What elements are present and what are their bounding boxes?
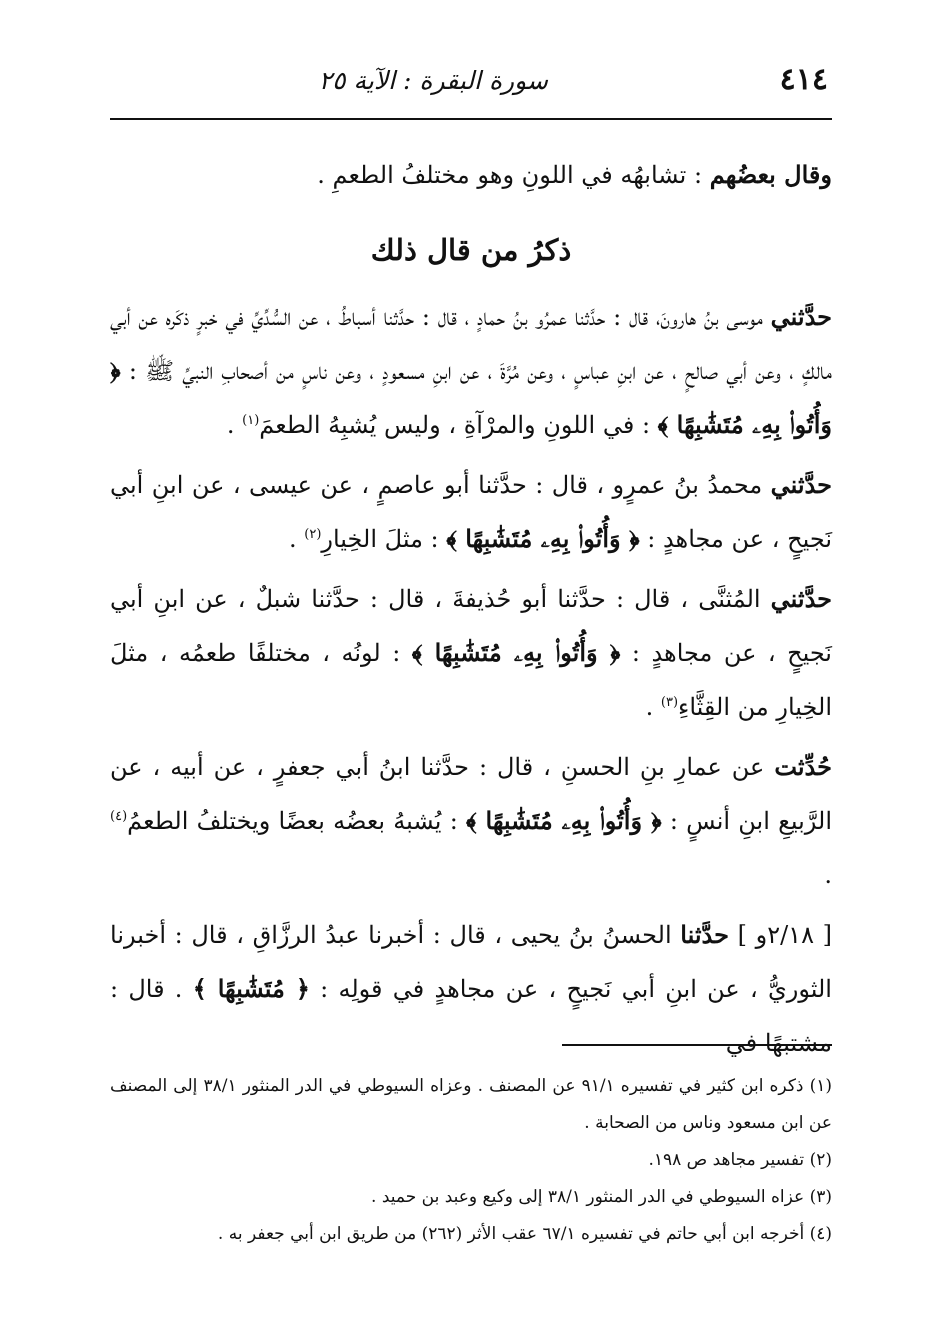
hadith-paragraph (110, 458, 832, 566)
header-rule (110, 118, 832, 120)
isnad-text: المُثنَّى ، قال : حدَّثنا أبو حُذيفةَ ، قال : حدَّثنا شبلٌ ، عن ابنِ أبي نَجيحٍ ، عن مجاهدٍ : (110, 585, 832, 667)
running-title: سورة البقرة : الآية ٢٥ (318, 66, 548, 95)
page-number: ٤١٤ (779, 62, 828, 97)
footnote: (١) ذكره ابن كثير في تفسيره ٩١/١ عن المصنف . وعزاه السيوطي في الدر المنثور ٣٨/١ إلى المصنف عن ابن مسعود وناس من الصحابة . (110, 1076, 832, 1133)
quran-quote: ﴿ مُتَشَٰبِهًا ﴾ (192, 974, 310, 1003)
hadith-paragraph (110, 740, 832, 902)
sentence-end: . (226, 411, 235, 439)
opening-paragraph (110, 148, 832, 202)
sentence-end: . (288, 525, 297, 553)
commentary-text: : لونُه ، مختلفًا طعمُه ، مثلَ الخِيارِ من القِثَّاءِ (110, 639, 832, 721)
section-heading: ذكرُ من قال ذلك (370, 233, 572, 267)
isnad-text: محمدُ بنُ عمرٍو ، قال : حدَّثنا أبو عاصمٍ ، عن عيسى ، عن ابنِ أبي نَجيحٍ ، عن مجاهدٍ : (110, 471, 832, 553)
footnote: (٣) عزاه السيوطي في الدر المنثور ٣٨/١ إلى وكيع وعبد بن حميد . (371, 1187, 832, 1207)
commentary-text: : يُشبهُ بعضُه بعضًا ويختلفُ الطعمُ (127, 807, 458, 835)
narration-lead: حدَّثني (770, 470, 832, 499)
footnote-marker: (٣) (660, 695, 679, 710)
isnad-text: عن عمارِ بنِ الحسنِ ، قال : حدَّثنا ابنُ أبي جعفرٍ ، عن أبيه ، عن الرَّبيعِ ابنِ أنسٍ : (110, 753, 833, 835)
quran-quote: ﴿ وَأُتُوا۟ بِهِۦ مُتَشَٰبِهًا ﴾ (446, 524, 640, 553)
commentary-text: . قال : مشتبهًا في (110, 975, 832, 1057)
footnotes (110, 1068, 832, 1253)
quran-quote: ﴿ وَأُتُوا۟ بِهِۦ مُتَشَٰبِهًا ﴾ (466, 806, 662, 835)
narration-lead: حُدِّثت (774, 752, 832, 781)
narration-lead: حدَّثني (770, 584, 832, 613)
sentence-end: . (824, 861, 832, 889)
footnote-marker: (١) (242, 413, 260, 428)
sentence-end: . (645, 693, 654, 721)
narration-lead: حدَّثنا (680, 920, 729, 949)
page-header (112, 62, 828, 106)
opening-lead: وقال بعضُهم (709, 160, 832, 189)
narration-lead: حدَّثني (770, 302, 832, 331)
footnote-marker: (٢) (304, 527, 322, 542)
footnote: (٤) أخرجه ابن أبي حاتم في تفسيره ٦٧/١ عقب الأثر (٢٦٢) من طريق ابن أبي جعفر به . (217, 1224, 832, 1244)
opening-text: : تشابهُه في اللونِ وهو مختلفُ الطعمِ . (317, 161, 703, 189)
hadith-paragraph (110, 572, 832, 734)
footnote: (٢) تفسير مجاهد ص ١٩٨. (648, 1150, 832, 1170)
main-text (110, 148, 832, 1076)
quran-quote: ﴿ وَأُتُوا۟ بِهِۦ مُتَشَٰبِهًا ﴾ (411, 638, 621, 667)
commentary-text: : في اللونِ والمرْآةِ ، وليس يُشبِهُ الطعمَ (259, 411, 651, 439)
quran-quote: ﴿ وَأُتُوا۟ بِهِۦ مُتَشَٰبِهًا ﴾ (110, 356, 832, 439)
commentary-text: : مثلَ الخِيارِ (321, 525, 439, 553)
isnad-text: موسى بنُ هارونَ، قال : حدَّثنا عمرُو بنُ حمادٍ ، قال : حدَّثنا أسباطُ ، عن السُّدِّيِّ في خبرٍ ذكَره عن أبي مالكٍ ، وعن أبي صالحٍ ، عن ابنِ عباسٍ ، وعن مُرَّةَ ، عن ابنِ مسعودٍ ، وعن ناسٍ من أصحابِ النبيِّ ﷺ : (110, 303, 832, 385)
footnote-marker: (٤) (110, 809, 128, 824)
footnote-rule (562, 1044, 832, 1046)
hadith-paragraph (110, 290, 832, 452)
manuscript-ref: [ ٢/١٨و ] (737, 921, 832, 949)
isnad-text: الحسنُ بنُ يحيى ، قال : أخبرنا عبدُ الرزَّاقِ ، قال : أخبرنا الثوريُّ ، عن ابنِ أبي نَجيحٍ ، عن مجاهدٍ في قولِه : (110, 921, 832, 1003)
